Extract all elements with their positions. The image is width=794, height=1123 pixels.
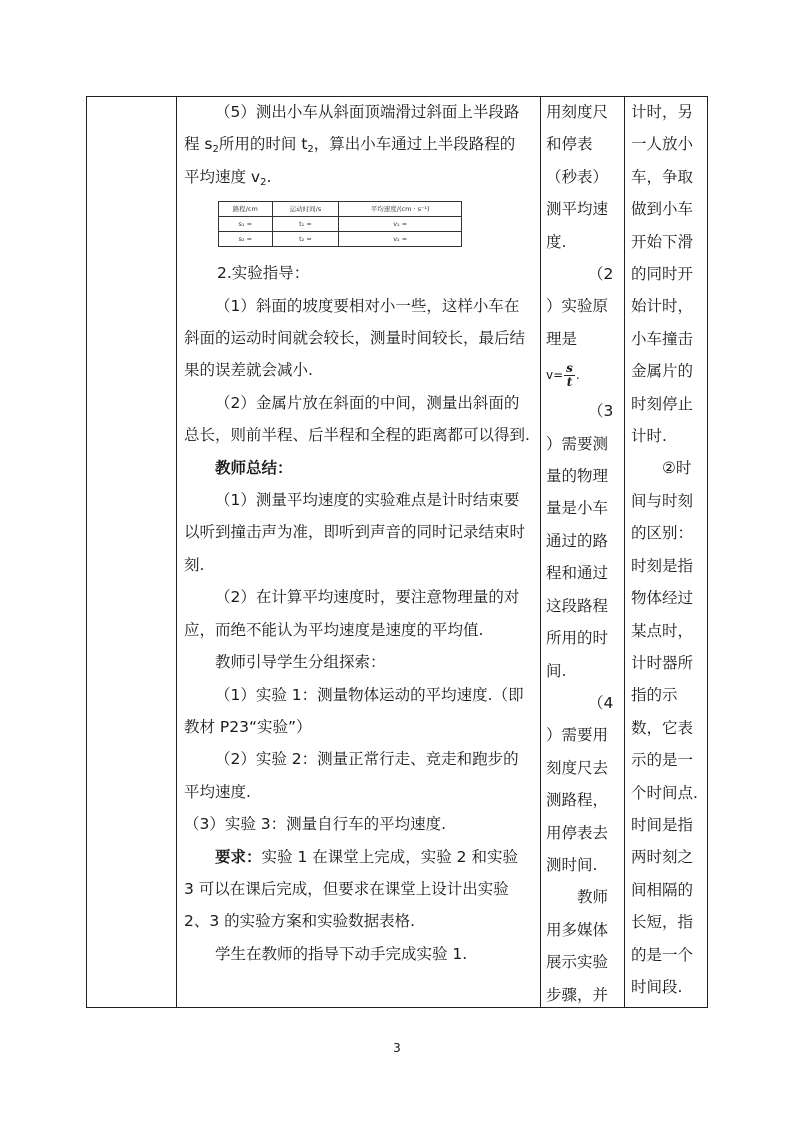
page-number: 3	[393, 1041, 401, 1055]
note-1: 用刻度尺和停表（秒表）测平均速度.	[546, 103, 609, 251]
remark-1: 计时，另一人放小车，争取做到小车开始下滑的同时开始计时，小车撞击金属片的时刻停止计时.	[631, 103, 694, 446]
table-header-cell: 平均速度/(cm · s⁻¹)	[339, 202, 462, 217]
experiment-3: （3）实验 3：测量自行车的平均速度.	[184, 815, 447, 834]
table-cell: t₂ =	[272, 232, 339, 247]
column-divider	[624, 96, 625, 1008]
guide-item-2: （2）金属片放在斜面的中间，测量出斜面的总长，则前半程、后半程和全程的距离都可以得到.	[184, 393, 530, 445]
table-cell: v₁ =	[339, 217, 462, 232]
procedure-column	[184, 96, 530, 970]
student-activity: 学生在教师的指导下动手完成实验 1.	[215, 944, 468, 963]
table-row	[219, 232, 462, 247]
requirement: 要求：实验 1 在课堂上完成，实验 2 和实验 3 可以在课后完成，但要求在课堂上设计出实验 2、3 的实验方案和实验数据表格.	[184, 847, 518, 931]
explore-intro: 教师引导学生分组探索：	[215, 653, 386, 672]
experiment-1: （1）实验 1：测量物体运动的平均速度.（即教材 P23“实验”）	[184, 685, 524, 736]
guide-title: 2.实验指导：	[217, 264, 310, 283]
experiment-2: （2）实验 2：测量正常行走、竞走和跑步的平均速度.	[184, 750, 519, 801]
summary-title: 教师总结：	[215, 458, 293, 477]
column-divider	[540, 96, 541, 1008]
table-header-cell: 路程/cm	[219, 202, 273, 217]
note-3-text: ）需要测量的物理量是小车通过的路程和通过这段路程所用的时间.	[546, 434, 609, 680]
table-cell: v₂ =	[339, 232, 462, 247]
step-5-line-2: 程 $s_2$所用的时间 $t_2$，算出小车通过上半段路程的	[184, 135, 516, 156]
remarks-column	[631, 96, 701, 1003]
table-cell: s₁ =	[219, 217, 273, 232]
design-intent-column	[546, 96, 616, 1011]
summary-item-2: （2）在计算平均速度时，要注意物理量的对应，而绝不能认为平均速度是速度的平均值.	[184, 588, 520, 639]
formula-average-speed: v= $\frac{s}{t}$ .	[546, 361, 580, 390]
summary-item-1: （1）测量平均速度的实验难点是计时结束要以听到撞击声为准，即听到声音的同时记录结束时刻.	[184, 491, 526, 574]
fraction: $\frac{s}{t}$	[566, 361, 573, 390]
guide-item-1: （1）斜面的坡度要相对小一些，这样小车在斜面的运动时间就会较长，测量时间较长，最后结果的误差就会减小.	[184, 296, 526, 380]
note-4-text: ）需要用刻度尺去测路程，用停表去测时间.	[546, 726, 609, 874]
note-3-number: （3	[588, 402, 614, 421]
table-row	[219, 217, 462, 232]
table-cell: t₁ =	[272, 217, 339, 232]
note-2-text: ）实验原理是	[546, 297, 609, 348]
data-record-table	[218, 201, 462, 247]
column-divider	[176, 96, 177, 1008]
note-5: 教师用多媒体展示实验步骤，并	[546, 888, 609, 1004]
note-2-number: （2	[588, 265, 614, 284]
remark-2: ②时间与时刻的区别：时刻是指物体经过某点时，计时器所指的示数，它表示的是一个时间点.时间是指两时刻之间相隔的长短，指的是一个时间段.	[631, 459, 698, 996]
step-5-line-3: 平均速度 $v_2$.	[184, 167, 272, 188]
note-4-number: （4	[588, 693, 614, 712]
table-cell: s₂ =	[219, 232, 273, 247]
step-5-line-1: （5）测出小车从斜面顶端滑过斜面上半段路	[215, 103, 520, 121]
table-row	[219, 202, 462, 217]
table-header-cell: 运动时间/s	[272, 202, 339, 217]
